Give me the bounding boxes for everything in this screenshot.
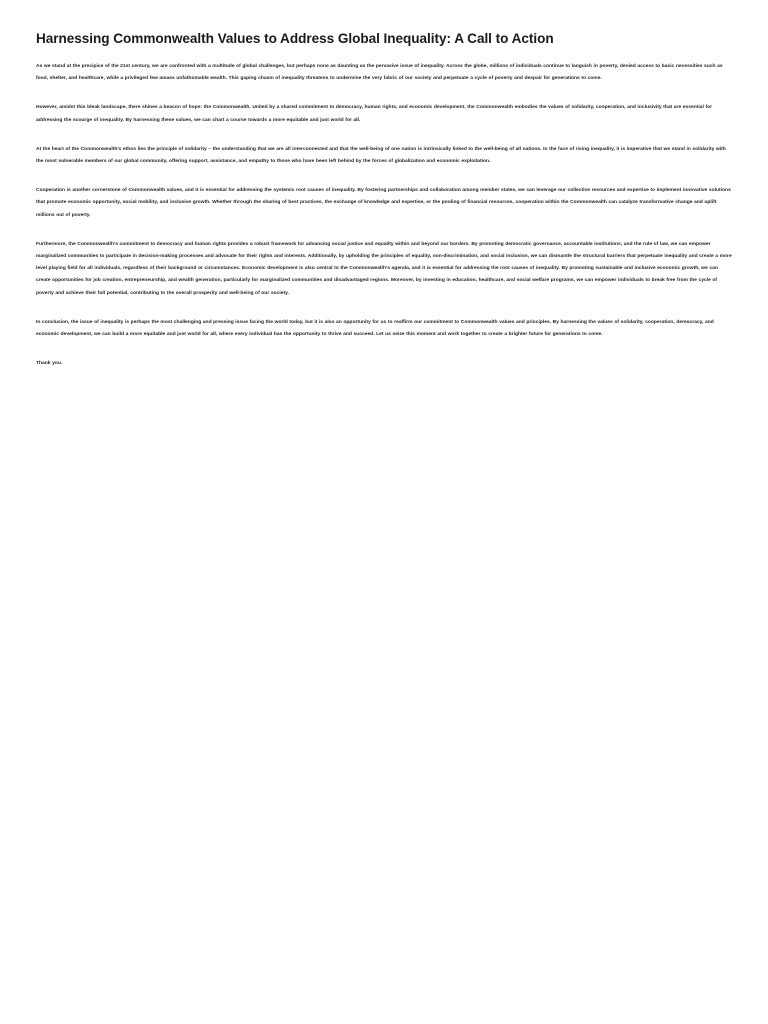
paragraph-democracy-development: Furthermore, the Commonwealth's commitment to democracy and human rights provides a robust framework for advancing social justice and equality within and beyond our borders. By promoting democratic governance, accountable institutions, and the rule of law, we can empower marginalized communities to participate in decision-making processes and advocate for their rights and interests. Additionally, by upholding the principles of equality, non-discrimination, and social inclusion, we can dismantle the structural barriers that perpetuate inequality and create a more level playing field for all individuals, regardless of their background or circumstances. Economic development is also central to the Commonwealth's agenda, and it is essential for addressing the root causes of inequality. By promoting sustainable and inclusive economic growth, we can create opportunities for job creation, entrepreneurship, and wealth generation, particularly for marginalized communities and disadvantaged regions. Moreover, by investing in education, healthcare, and social welfare programs, we can empower individuals to break free from the cycle of poverty and achieve their full potential, contributing to the overall prosperity and well-being of our society.: [36, 241, 732, 296]
paragraph-commonwealth-hope: However, amidst this bleak landscape, there shines a beacon of hope: the Commonwealth. United by a shared commitment to democracy, human rights, and economic development, the Commonwealth embodies the values of solidarity, cooperation, and inclusivity that are essential for addressing the scourge of inequality. By harnessing these values, we can chart a course towards a more equitable and just world for all.: [36, 105, 713, 123]
document-title: Harnessing Commonwealth Values to Address Global Inequality: A Call to Action: [36, 31, 554, 46]
document-body: [36, 61, 732, 370]
closing-line: Thank you.: [36, 361, 63, 367]
paragraph-cooperation: Cooperation is another cornerstone of Commonwealth values, and it is essential for addressing the systemic root causes of inequality. By fostering partnerships and collaboration among member states, we can leverage our collective resources and expertise to implement innovative solutions that promote economic opportunity, social mobility, and inclusive growth. Whether through the sharing of best practices, the exchange of knowledge and expertise, or the pooling of financial resources, cooperation within the Commonwealth can catalyze transformative change and uplift millions out of poverty.: [36, 188, 731, 218]
paragraph-intro: As we stand at the precipice of the 21st century, we are confronted with a multitude of global challenges, but perhaps none as daunting as the pervasive issue of inequality. Across the globe, millions of individuals continue to languish in poverty, denied access to basic necessities such as food, shelter, and healthcare, while a privileged few amass unfathomable wealth. This gaping chasm of inequality threatens to undermine the very fabric of our society and perpetuate a cycle of poverty and despair for generations to come.: [36, 64, 723, 82]
paragraph-conclusion: In conclusion, the issue of inequality is perhaps the most challenging and pressing issue facing the world today, but it is also an opportunity for us to reaffirm our commitment to Commonwealth values and principles. By harnessing the values of solidarity, cooperation, democracy, and economic development, we can build a more equitable and just world for all, where every individual has the opportunity to thrive and succeed. Let us seize this moment and work together to create a brighter future for generations to come.: [36, 319, 714, 338]
paragraph-solidarity: At the heart of the Commonwealth's ethos lies the principle of solidarity – the understanding that we are all interconnected and that the well-being of one nation is intrinsically linked to the well-being of all nations. In the face of rising inequality, it is imperative that we stand in solidarity with the most vulnerable members of our global community, offering support, assistance, and empathy to those who have been left behind by the forces of globalization and economic exploitation.: [36, 146, 726, 165]
